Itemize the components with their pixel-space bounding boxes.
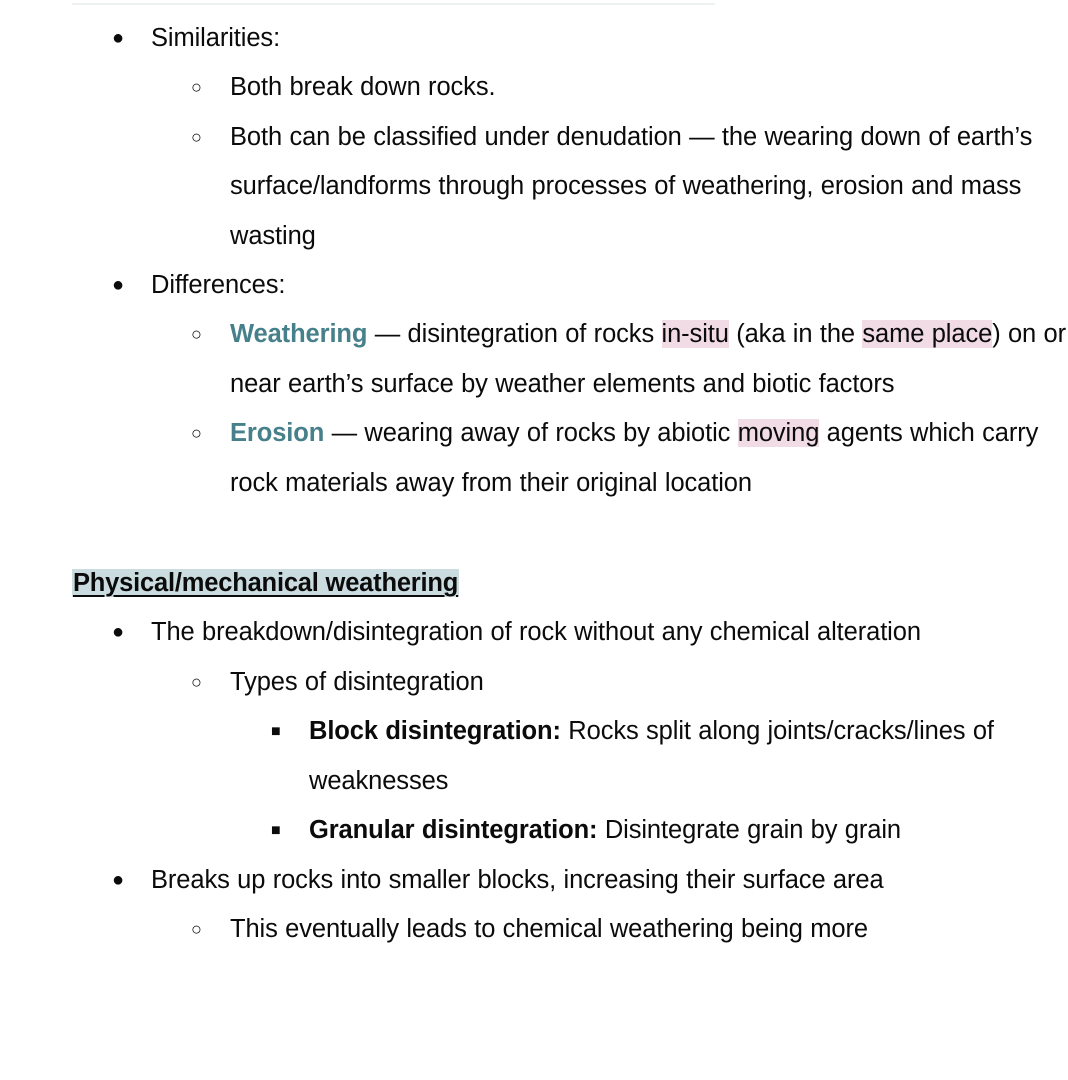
heading-highlight: Physical/mechanical weathering [73,569,459,598]
list-item-text: The breakdown/disintegration of rock without any chemical alteration [151,618,921,647]
disc-bullet-icon: ● [112,621,124,644]
list-item-text: Similarities: [151,24,281,52]
term-weathering: Weathering [230,320,368,349]
weathering-part-1: — disintegration of rocks [367,320,662,349]
disc-bullet-icon: ● [112,868,124,891]
label-block-disintegration: Block disintegration: [309,717,561,746]
list-item-text: Breaks up rocks into smaller blocks, increasing their surface area [151,865,884,894]
list-item-text: Differences: [151,271,286,300]
list-item-weathering-definition [0,310,1068,409]
list-item-both-break-down [0,63,1068,112]
square-bullet-icon: ■ [271,723,281,741]
list-item-differences [0,261,1068,310]
circle-bullet-icon: ○ [191,126,202,147]
list-item-breakdown-no-chemical [0,608,1068,657]
granular-disintegration-body: Disintegrate grain by grain [597,816,901,845]
term-erosion: Erosion [230,419,325,448]
block-disintegration-text [309,707,1068,806]
list-item-denudation [0,113,1068,261]
weathering-part-2: (aka in the [728,320,863,349]
disc-bullet-icon: ● [112,27,124,49]
disc-bullet-icon: ● [112,274,124,297]
list-item-text: Both break down rocks. [230,73,496,102]
label-granular-disintegration: Granular disintegration: [309,816,598,845]
weathering-part-3: ) on or near earth’s surface by weather elements and biotic factors [230,320,1066,398]
list-item-types-of-disintegration [0,658,1068,707]
list-item-similarities [0,14,1068,63]
erosion-definition-text [230,409,1068,508]
circle-bullet-icon: ○ [191,77,202,98]
document-body [0,14,1068,954]
erosion-part-2: agents which carry rock materials away from their original location [230,419,1039,497]
erosion-part-1: — wearing away of rocks by abiotic [324,419,738,448]
page-top-rule [72,3,715,5]
list-item-text: Types of disintegration [230,667,484,696]
weathering-definition-text [230,310,1068,409]
section-heading-physical-weathering [72,559,1068,608]
granular-disintegration-text [309,806,1068,855]
highlight-moving: moving [737,419,820,448]
list-item-block-disintegration [0,707,1068,806]
highlight-in-situ: in-situ [661,320,729,349]
square-bullet-icon: ■ [271,822,281,840]
circle-bullet-icon: ○ [191,918,202,939]
highlight-same-place: same place [862,320,993,349]
circle-bullet-icon: ○ [191,671,202,692]
section-spacer [0,508,1068,559]
list-item-erosion-definition [0,409,1068,508]
list-item-breaks-up-rocks [0,856,1068,905]
list-item-text: This eventually leads to chemical weathering being more [230,914,868,943]
list-item-leads-to-chemical-weathering [0,905,1068,954]
list-item-granular-disintegration [0,806,1068,855]
circle-bullet-icon: ○ [191,324,202,345]
list-item-text: Both can be classified under denudation — the wearing down of earth’s surface/landforms through processes of weathering, erosion and mass wasting [230,122,1033,250]
circle-bullet-icon: ○ [191,423,202,444]
block-disintegration-body: Rocks split along joints/cracks/lines of weaknesses [309,717,994,795]
